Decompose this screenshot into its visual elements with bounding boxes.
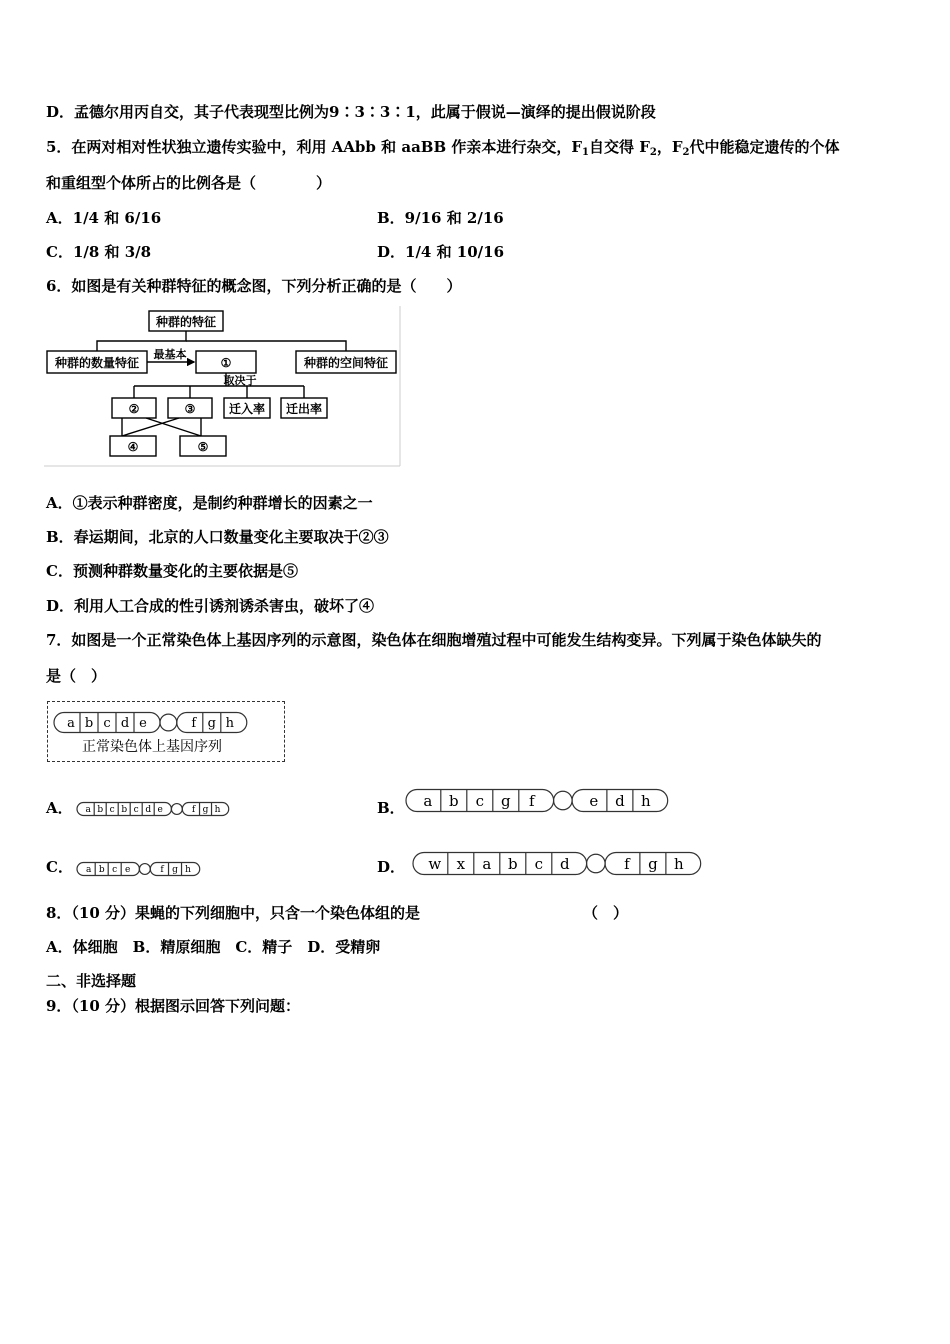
chromosome-option-c bbox=[76, 861, 216, 878]
q4-option-d: D．孟德尔用丙自交，其子代表现型比例为9∶3∶3∶1，此属于假说—演绎的提出假说阶段 bbox=[46, 103, 656, 121]
q6-option-b: B．春运期间，北京的人口数量变化主要取决于②③ bbox=[46, 528, 389, 546]
chromosome-option-a bbox=[76, 801, 248, 818]
gene-h: h bbox=[674, 854, 684, 873]
normal-chromosome-label: 正常染色体上基因序列 bbox=[82, 739, 222, 755]
gene-c: c bbox=[133, 805, 139, 816]
gene-a: a bbox=[482, 854, 492, 873]
label-5: ⑤ bbox=[197, 440, 209, 454]
gene-w: w bbox=[428, 854, 442, 873]
gene-d: d bbox=[120, 716, 130, 732]
gene-g: g bbox=[207, 716, 216, 732]
q7-option-d-label: D． bbox=[377, 858, 406, 876]
gene-e: e bbox=[139, 716, 147, 732]
q7-option-a-label: A． bbox=[46, 799, 73, 817]
centromere bbox=[587, 854, 605, 872]
q5-option-a: A．1/4 和 6/16 bbox=[46, 209, 162, 227]
gene-b: b bbox=[97, 805, 104, 816]
gene-f: f bbox=[529, 791, 535, 810]
gene-g: g bbox=[500, 791, 511, 810]
q7-stem-cont: 是（ ） bbox=[46, 667, 107, 685]
gene-f: f bbox=[191, 805, 196, 816]
q8-stem: 8．（10 分）果蝇的下列细胞中，只含一个染色体组的是 bbox=[46, 904, 421, 922]
label-immigration: 迁入率 bbox=[228, 402, 266, 416]
label-emigration: 迁出率 bbox=[285, 402, 323, 416]
gene-h: h bbox=[185, 865, 191, 876]
gene-b: b bbox=[448, 791, 459, 810]
q5-option-d: D．1/4 和 10/16 bbox=[377, 243, 505, 261]
q9-stem: 9．（10 分）根据图示回答下列问题： bbox=[46, 997, 301, 1015]
label-depends-on: 取决于 bbox=[223, 374, 257, 387]
gene-f: f bbox=[160, 865, 164, 876]
gene-b: b bbox=[121, 805, 128, 816]
gene-a: a bbox=[85, 805, 91, 816]
q6-stem: 6．如图是有关种群特征的概念图，下列分析正确的是（ ） bbox=[46, 277, 462, 295]
q7-stem: 7．如图是一个正常染色体上基因序列的示意图，染色体在细胞增殖过程中可能发生结构变异。下列属于染色体缺失的 bbox=[46, 631, 822, 649]
gene-d: d bbox=[145, 805, 152, 816]
centromere bbox=[139, 864, 150, 875]
q5-stem-cont: 和重组型个体所占的比例各是（ ） bbox=[46, 174, 332, 192]
gene-c: c bbox=[534, 854, 544, 873]
q6-option-d: D．利用人工合成的性引诱剂诱杀害虫，破坏了④ bbox=[46, 597, 375, 615]
gene-a: a bbox=[423, 791, 433, 810]
gene-g: g bbox=[648, 854, 658, 873]
q7-option-c-label: C． bbox=[46, 858, 73, 876]
label-1: ① bbox=[220, 356, 232, 370]
population-concept-diagram bbox=[44, 306, 404, 468]
q5-option-b: B．9/16 和 2/16 bbox=[377, 209, 504, 227]
gene-f: f bbox=[624, 854, 630, 873]
label-most-basic: 最基本 bbox=[153, 348, 187, 361]
gene-g: g bbox=[172, 865, 178, 876]
gene-c: c bbox=[475, 791, 485, 810]
gene-c: c bbox=[112, 865, 118, 876]
centromere bbox=[171, 804, 182, 815]
gene-e: e bbox=[589, 791, 599, 810]
gene-x: x bbox=[456, 854, 466, 873]
centromere bbox=[160, 714, 177, 731]
gene-b: b bbox=[507, 854, 518, 873]
label-quantity-features: 种群的数量特征 bbox=[54, 356, 140, 370]
gene-f: f bbox=[191, 716, 197, 732]
gene-h: h bbox=[641, 791, 651, 810]
gene-h: h bbox=[214, 805, 221, 816]
gene-a: a bbox=[86, 865, 92, 876]
gene-b: b bbox=[98, 865, 105, 876]
q5-stem: 5．在两对相对性状独立遗传实验中，利用 AAbb 和 aaBB 作亲本进行杂交，$F_1$自交得 $F_2$，$F_2$代中能稳定遗传的个体 bbox=[46, 138, 840, 158]
section-heading: 二、非选择题 bbox=[46, 972, 137, 990]
chromosome-option-b bbox=[405, 788, 651, 814]
normal-chromosome bbox=[53, 711, 273, 735]
gene-d: d bbox=[615, 791, 625, 810]
gene-b: b bbox=[84, 716, 94, 732]
gene-e: e bbox=[125, 865, 131, 876]
label-3: ③ bbox=[184, 402, 196, 416]
gene-c: c bbox=[103, 716, 111, 732]
q7-option-b-label: B． bbox=[377, 799, 405, 817]
label-spatial-features: 种群的空间特征 bbox=[303, 356, 389, 370]
chromosome-option-d bbox=[412, 851, 684, 877]
gene-c: c bbox=[109, 805, 115, 816]
q6-option-a: A．①表示种群密度，是制约种群增长的因素之一 bbox=[46, 494, 373, 512]
gene-g: g bbox=[202, 805, 209, 816]
centromere bbox=[554, 791, 572, 809]
gene-a: a bbox=[67, 716, 75, 732]
q8-paren: （ ） bbox=[583, 904, 629, 922]
q5-option-c: C．1/8 和 3/8 bbox=[46, 243, 152, 261]
q6-option-c: C．预测种群数量变化的主要依据是⑤ bbox=[46, 562, 298, 580]
gene-d: d bbox=[559, 854, 570, 873]
label-4: ④ bbox=[127, 440, 139, 454]
label-2: ② bbox=[128, 402, 140, 416]
label-population-features: 种群的特征 bbox=[155, 315, 217, 329]
gene-e: e bbox=[157, 805, 163, 816]
q8-options: A．体细胞 B．精原细胞 C．精子 D．受精卵 bbox=[46, 938, 381, 956]
gene-h: h bbox=[225, 716, 234, 732]
